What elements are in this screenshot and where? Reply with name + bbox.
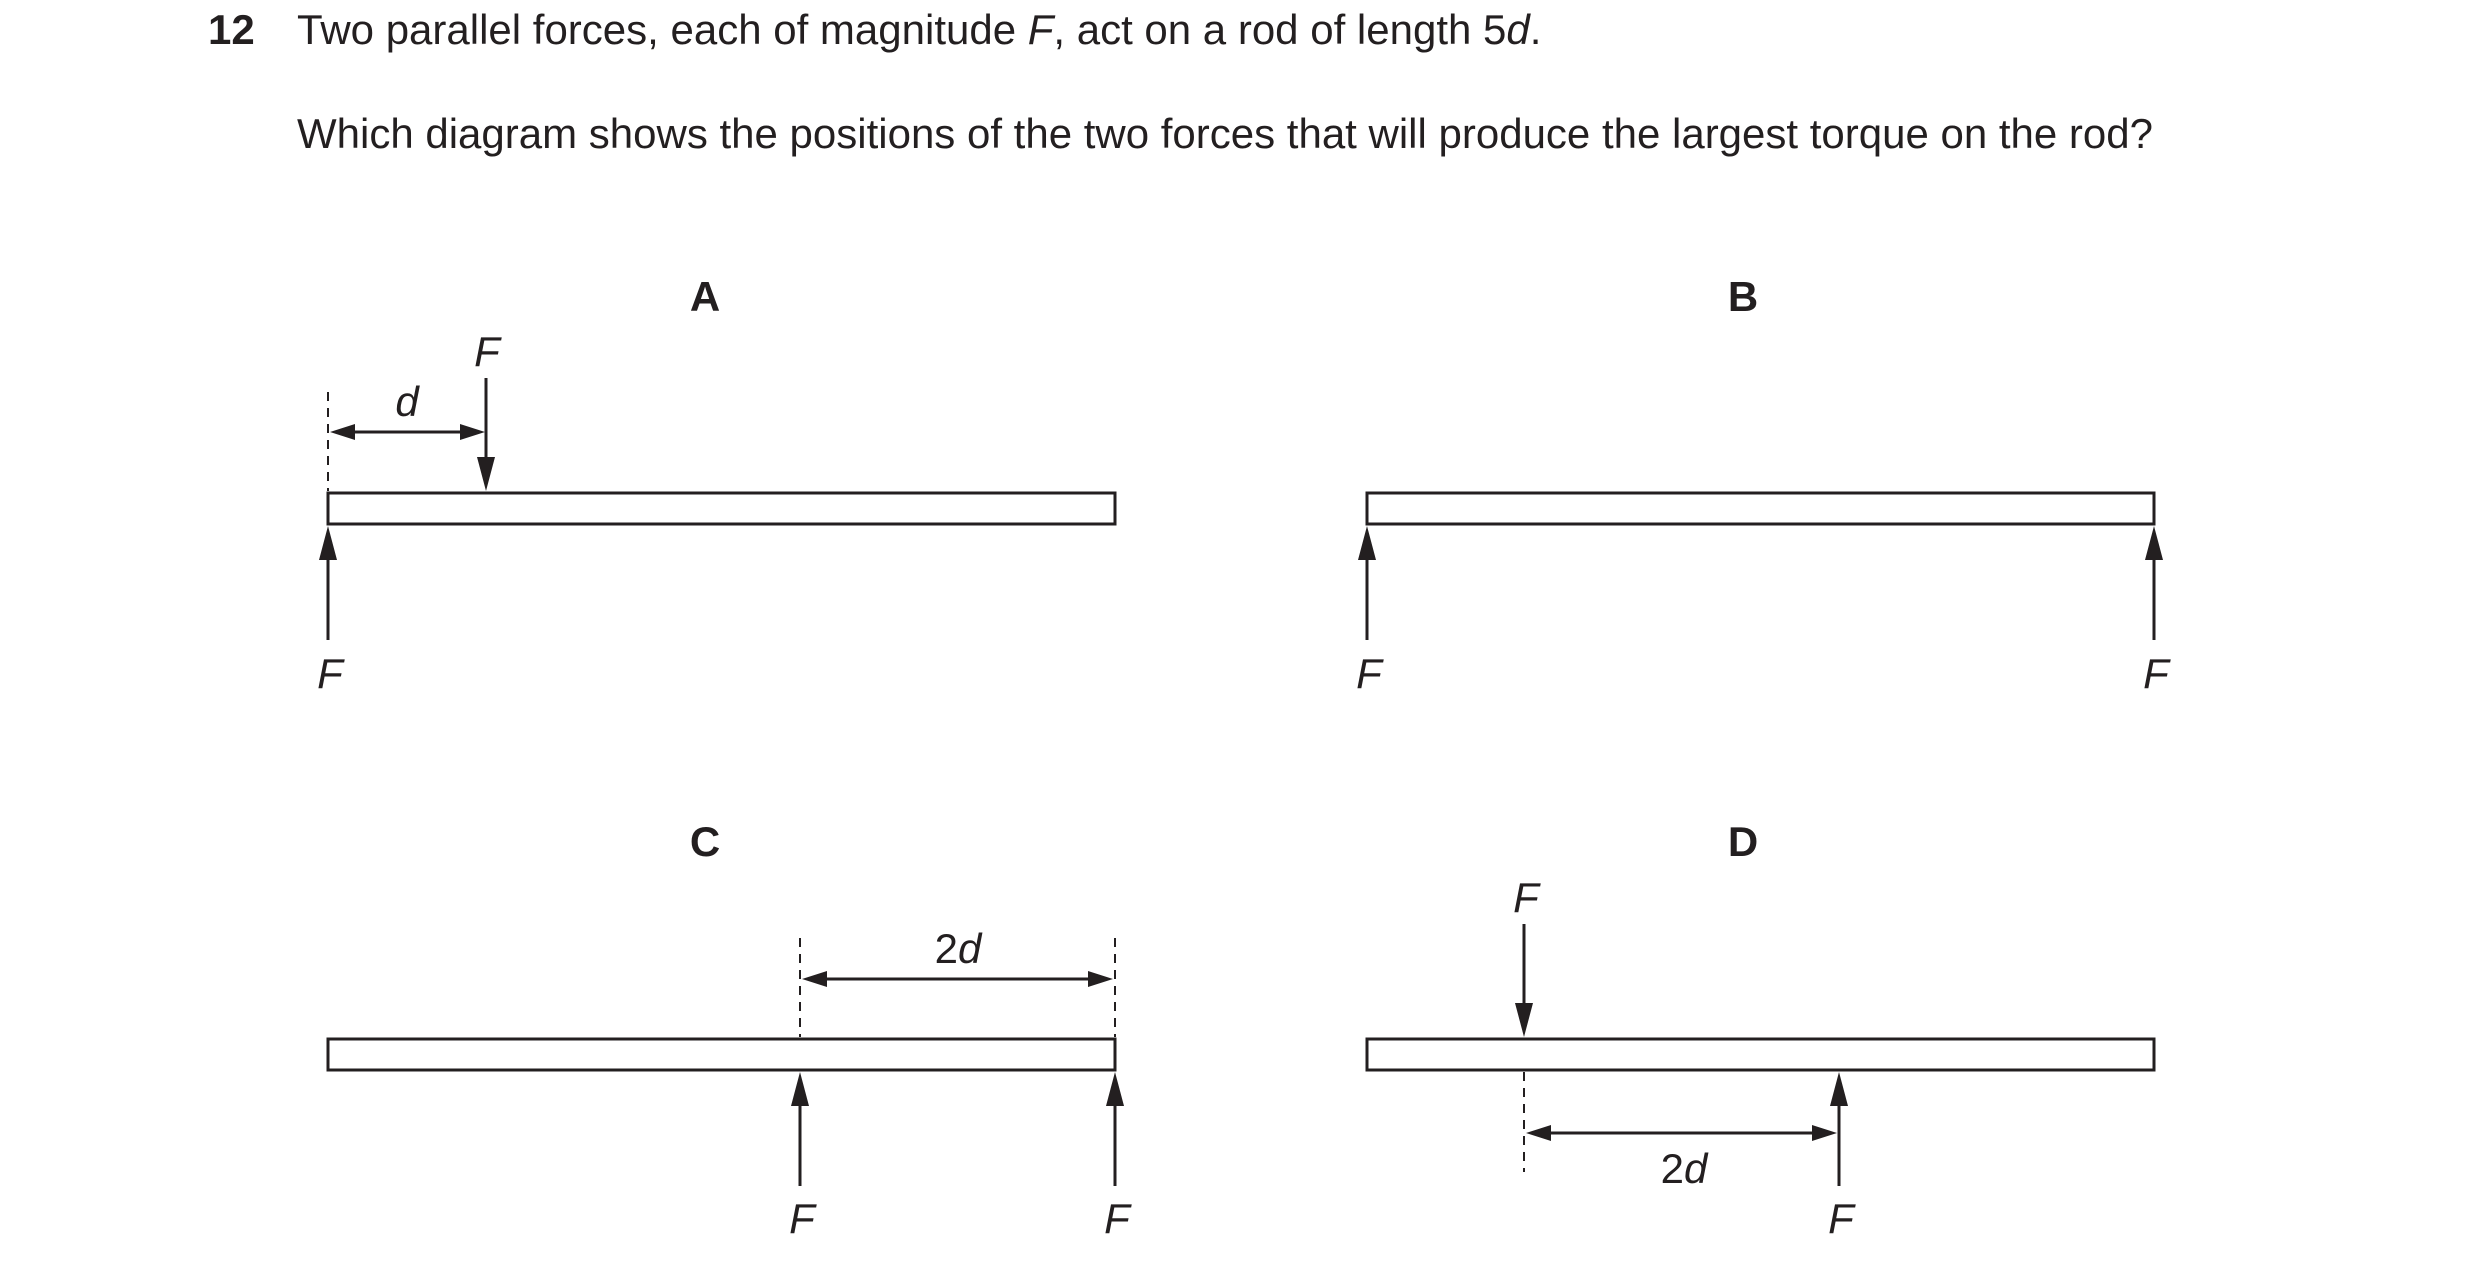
stem-symbol-d: d — [1506, 6, 1530, 53]
option-b-force-right-label: F — [2143, 650, 2169, 697]
stem-text-1: Two parallel forces, each of magnitude — [297, 6, 1028, 53]
question-number: 12 — [208, 6, 255, 53]
option-d-dimension-number: 2 — [1660, 1145, 1684, 1192]
option-a-dimension-label: d — [395, 378, 419, 425]
option-d-diagram[interactable] — [1367, 818, 2154, 1242]
option-b-force-left-label: F — [1356, 650, 1382, 697]
option-a-force-top-label: F — [474, 328, 500, 375]
stem-text-2: , act on a rod of length 5 — [1053, 6, 1507, 53]
option-d-dimension-variable: d — [1684, 1145, 1708, 1192]
option-d-force-down-arrow — [1515, 924, 1533, 1037]
option-a-diagram[interactable] — [317, 273, 1115, 697]
option-c-dimension-arrow — [802, 971, 1113, 987]
option-d-rod — [1367, 1039, 2154, 1070]
option-c-dimension-variable: d — [958, 925, 982, 972]
option-a-force-down-arrow — [477, 378, 495, 491]
option-c-force-right-label: F — [1104, 1195, 1130, 1242]
option-c-dimension-number: 2 — [934, 925, 958, 972]
option-d-force-up-arrow — [1830, 1072, 1848, 1186]
option-b-force-right-arrow — [2145, 526, 2163, 640]
option-d-label: D — [1727, 818, 1759, 865]
option-a-force-bottom-label: F — [317, 650, 343, 697]
stem-text-3: . — [1529, 6, 1542, 53]
option-c-label: C — [689, 818, 721, 865]
option-c-force-right-arrow — [1106, 1072, 1124, 1186]
option-a-force-up-arrow — [319, 526, 337, 640]
option-a-dimension-arrow — [330, 424, 485, 440]
option-c-diagram[interactable] — [328, 818, 1132, 1242]
option-b-rod — [1367, 493, 2154, 524]
option-c-force-middle-arrow — [791, 1072, 809, 1186]
option-d-dimension-label — [1661, 1145, 1709, 1192]
option-b-label: B — [1727, 273, 1759, 320]
option-c-force-middle-label: F — [789, 1195, 815, 1242]
option-d-dimension-arrow — [1526, 1125, 1837, 1141]
option-a-rod — [328, 493, 1115, 524]
stem-symbol-F: F — [1027, 6, 1054, 53]
option-c-dimension-label — [935, 925, 983, 972]
option-d-force-top-label: F — [1513, 874, 1539, 921]
option-a-label: A — [689, 273, 721, 320]
option-b-force-left-arrow — [1358, 526, 1376, 640]
question-prompt: Which diagram shows the positions of the two forces that will produce the largest torque on the rod? — [297, 110, 2153, 157]
option-b-diagram[interactable] — [1356, 273, 2171, 697]
option-c-rod — [328, 1039, 1115, 1070]
option-d-force-bottom-label: F — [1828, 1195, 1854, 1242]
